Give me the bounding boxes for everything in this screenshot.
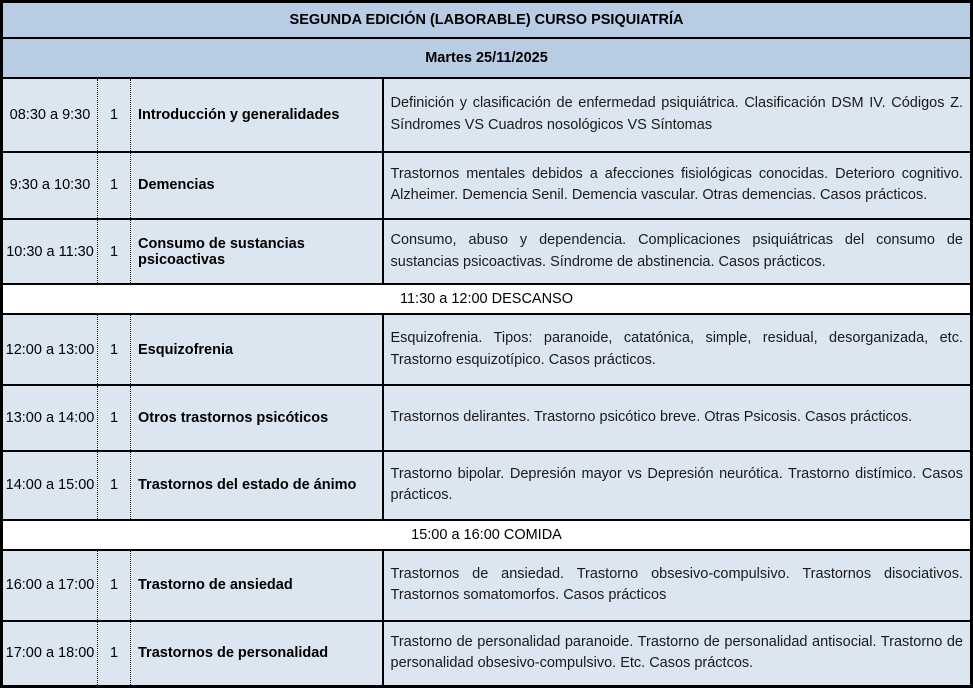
topic-cell: Trastorno de ansiedad [131,550,383,621]
description-cell: Trastornos de ansiedad. Trastorno obsesivo-compulsivo. Trastornos disociativos. Trastornos somatomorfos. Casos prácticos [383,550,972,621]
time-cell: 16:00 a 17:00 [2,550,98,621]
session-row [2,451,972,520]
session-row [2,152,972,219]
hours-cell: 1 [98,621,131,687]
session-row [2,78,972,152]
topic-cell: Demencias [131,152,383,219]
hours-cell: 1 [98,314,131,386]
topic-cell: Trastornos del estado de ánimo [131,451,383,520]
description-cell: Trastorno bipolar. Depresión mayor vs Depresión neurótica. Trastorno distímico. Casos prácticos. [383,451,972,520]
description-cell: Trastornos delirantes. Trastorno psicótico breve. Otras Psicosis. Casos prácticos. [383,385,972,451]
break-row [2,284,972,313]
break-cell: 11:30 a 12:00 DESCANSO [2,284,972,313]
description-cell: Consumo, abuso y dependencia. Complicaciones psiquiátricas del consumo de sustancias psicoactivas. Síndrome de abstinencia. Casos prácticos. [383,219,972,285]
hours-cell: 1 [98,78,131,152]
hours-cell: 1 [98,219,131,285]
topic-cell: Trastornos de personalidad [131,621,383,687]
description-cell: Trastornos mentales debidos a afecciones fisiológicas conocidas. Deterioro cognitivo. Alzheimer. Demencia Senil. Demencia vascular. Otras demencias. Casos prácticos. [383,152,972,219]
session-row [2,621,972,687]
description-cell: Esquizofrenia. Tipos: paranoide, catatónica, simple, residual, desorganizada, etc. Trastorno esquizotípico. Casos prácticos. [383,314,972,386]
topic-cell: Introducción y generalidades [131,78,383,152]
time-cell: 17:00 a 18:00 [2,621,98,687]
time-cell: 08:30 a 9:30 [2,78,98,152]
topic-cell: Consumo de sustancias psicoactivas [131,219,383,285]
course-title: SEGUNDA EDICIÓN (LABORABLE) CURSO PSIQUIATRÍA [2,2,972,38]
break-cell: 15:00 a 16:00 COMIDA [2,520,972,550]
session-row [2,385,972,451]
session-row [2,550,972,621]
session-row [2,314,972,386]
topic-cell: Otros trastornos psicóticos [131,385,383,451]
date-header: Martes 25/11/2025 [2,38,972,78]
hours-cell: 1 [98,385,131,451]
hours-cell: 1 [98,550,131,621]
time-cell: 13:00 a 14:00 [2,385,98,451]
title-row [2,2,972,38]
time-cell: 14:00 a 15:00 [2,451,98,520]
session-row [2,219,972,285]
break-row [2,520,972,550]
time-cell: 9:30 a 10:30 [2,152,98,219]
description-cell: Trastorno de personalidad paranoide. Trastorno de personalidad antisocial. Trastorno de personalidad obsesivo-compulsivo. Etc. Casos práctcos. [383,621,972,687]
time-cell: 10:30 a 11:30 [2,219,98,285]
time-cell: 12:00 a 13:00 [2,314,98,386]
hours-cell: 1 [98,152,131,219]
description-cell: Definición y clasificación de enfermedad psiquiátrica. Clasificación DSM IV. Códigos Z. Síndromes VS Cuadros nosológicos VS Síntomas [383,78,972,152]
topic-cell: Esquizofrenia [131,314,383,386]
hours-cell: 1 [98,451,131,520]
date-row [2,38,972,78]
